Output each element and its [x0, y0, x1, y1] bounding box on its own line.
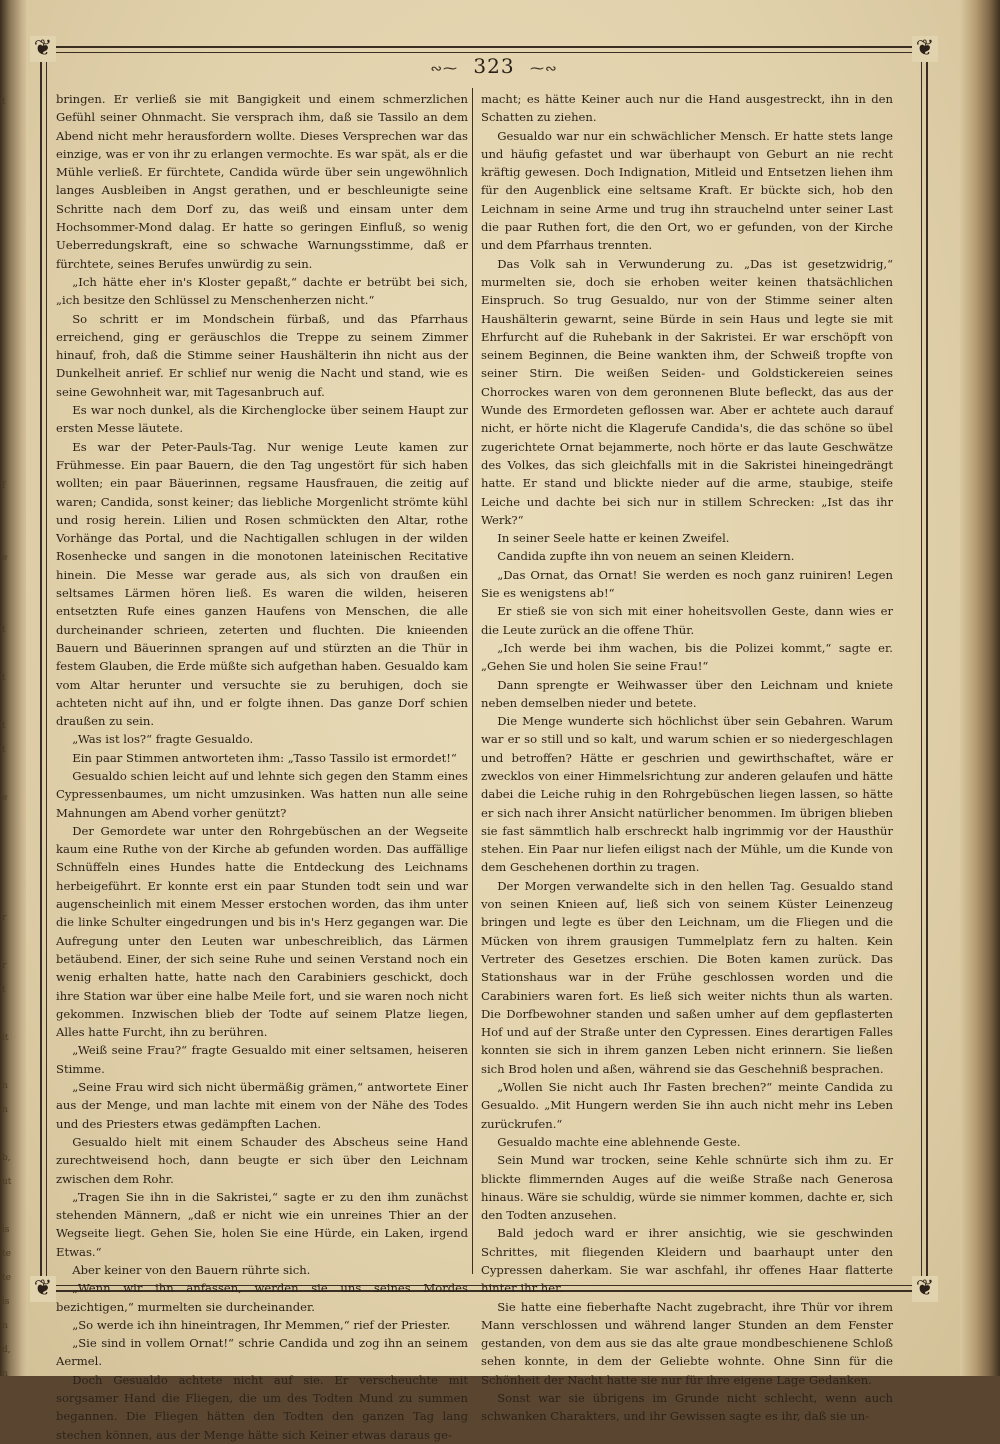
corner-ornament-icon: ❦	[30, 1276, 56, 1302]
paragraph: „Was ist los?“ fragte Gesualdo.	[72, 732, 254, 747]
paragraph: „Wollen Sie nicht auch Ihr Fasten brechen?“ meinte Candida zu Gesualdo. „Mit Hungern werden Sie ihn auch nicht mehr ins Leben zurückrufen.“	[481, 1080, 893, 1131]
paragraph: Ein paar Stimmen antworteten ihm: „Tasso Tassilo ist ermordet!“	[72, 750, 457, 765]
paragraph: Sonst war sie übrigens im Grunde nicht schlecht, wenn auch schwanken Charakters, und ihr Gewissen sagte es ihr, daß sie un-	[481, 1391, 893, 1424]
paragraph: Das Volk sah in Verwunderung zu. „Das ist gesetzwidrig,“ murmelten sie, doch sie erhoben weiter keinen thatsächlichen Einspruch. So trug Gesualdo, nur von der Stimme seiner alten Haushälterin gewarnt, seine Bürde in sein Haus und legte sie mit Ehrfurcht auf die Ruhebank in der Sakristei. Er war erschöpft von seinem Beginnen, die Beine wankten ihm, der Schweiß tropfte von seiner Stirn. Die weißen Seiden- und Goldstickereien seines Chorrockes waren von dem geronnenen Blute befleckt, das aus der Wunde des Ermordeten geflossen war. Aber er achtete auch darauf nicht, er hörte nicht die Klagerufe Candida's, die das schöne so übel zugerichtete Ornat bejammerte, noch hörte er das laute Geschwätze des Volkes, das sich gleichfalls mit in die Sakristei hineingedrängt hatte. Er stand und blickte nieder auf die arme, staubige, steife Leiche und dachte bei sich nur in stillem Schrecken: „Ist das ihr Werk?“	[481, 256, 893, 527]
right-column	[481, 90, 893, 1424]
paragraph: bringen. Er verließ sie mit Bangigkeit und einem schmerzlichen Gefühl seiner Ohnmacht. Sie versprach ihm, daß sie Tassilo an dem Abend nicht mehr herausfordern wollte. Dieses Versprechen war das einzige, was er von ihr zu erlangen vermochte. Es war spät, als er die Mühle verließ. Er fürchtete, Candida würde über sein ungewöhnlich langes Ausbleiben in Angst gerathen, und er beschleunigte seine Schritte nach dem Dorf zu, das weiß und einsam unter dem Hochsommer-Mond dalag. Er hatte so geringen Einfluß, so wenig Ueberredungskraft, eine so schwache Warnungsstimme, daß er fürchtete, seines Berufes unwürdig zu sein.	[56, 92, 468, 271]
paragraph: „Das Ornat, das Ornat! Sie werden es noch ganz ruiniren! Legen Sie es wenigstens ab!“	[481, 567, 893, 601]
corner-ornament-icon: ❦	[912, 1276, 938, 1302]
header-ornament-left-icon: ∾⁓	[430, 61, 459, 77]
paragraph: Gesualdo hielt mit einem Schauder des Abscheus seine Hand zurechtweisend hoch, dann beugte er sich über den Leichnam zwischen dem Rohr.	[56, 1134, 468, 1186]
paragraph: macht; es hätte Keiner auch nur die Hand ausgestreckt, ihn in den Schatten zu ziehen.	[481, 92, 893, 125]
paragraph: Er stieß sie von sich mit einer hoheitsvollen Geste, dann wies er die Leute zurück an die offene Thür.	[481, 604, 893, 637]
paragraph: „Ich werde bei ihm wachen, bis die Polizei kommt,“ sagte er. „Gehen Sie und holen Sie seine Frau!“	[481, 640, 893, 674]
paragraph: Gesualdo schien leicht auf und lehnte sich gegen den Stamm eines Cypressenbaumes, um nicht umzusinken. Was hatten nun alle seine Mahnungen am Abend vorher genützt?	[56, 768, 468, 820]
header-ornament-right-icon: ⁓∾	[529, 61, 558, 77]
paragraph: „Sie sind in vollem Ornat!“ schrie Candida und zog ihn an seinem Aermel.	[56, 1336, 468, 1369]
paragraph: Sie hatte eine fieberhafte Nacht zugebracht, ihre Thür vor ihrem Mann verschlossen und während langer Stunden an dem Fenster gestanden, von dem aus sie das alte graue mondbeschienene Schloß sehen konnte, in dem der Geliebte wohnte. Ohne Sinn für die Schönheit der Nacht hatte sie nur für ihre eigene Lage Gedanken.	[481, 1299, 893, 1387]
paragraph: „Tragen Sie ihn in die Sakristei,“ sagte er zu den ihm zunächst stehenden Männern, „daß er nicht wie ein unreines Thier an der Wegseite liegt. Gehen Sie, holen Sie eine Hürde, ein Laken, irgend Etwas.“	[56, 1189, 468, 1259]
paragraph: „Wenn wir ihn anfassen, werden sie uns seines Mordes bezichtigen,“ murmelten sie durcheinander.	[56, 1281, 468, 1314]
paragraph: Gesualdo machte eine ablehnende Geste.	[497, 1134, 741, 1149]
paragraph: Gesualdo war nur ein schwächlicher Mensch. Er hatte stets lange und häufig gefastet und war überhaupt von Geburt an nie recht kräftig gewesen. Doch Indignation, Mitleid und Entsetzen liehen ihm für den Augenblick eine seltsame Kraft. Er bückte sich, hob den Leichnam in seine Arme und trug ihn strauchelnd unter seiner Last die paar Ruthen fort, die den Ort, wo er gefunden, von der Kirche und dem Pfarrhaus trennten.	[481, 128, 893, 253]
paragraph: „Weiß seine Frau?“ fragte Gesualdo mit einer seltsamen, heiseren Stimme.	[56, 1043, 468, 1076]
paragraph: „Seine Frau wird sich nicht übermäßig grämen,“ antwortete Einer aus der Menge, und man lachte mit einem von der Nähe des Todes und des Priesters etwas gedämpften Lachen.	[56, 1080, 468, 1131]
paragraph: Dann sprengte er Weihwasser über den Leichnam und kniete neben demselben nieder und betete.	[481, 677, 893, 710]
paragraph: Candida zupfte ihn von neuem an seinen Kleidern.	[497, 549, 795, 564]
paragraph: In seiner Seele hatte er keinen Zweifel.	[497, 531, 730, 546]
paragraph: Die Menge wunderte sich höchlichst über sein Gebahren. Warum war er so still und so kalt, und warum schien er so niedergeschlagen und betroffen? Hätte er geschrien und gewirthschaftet, wäre er zwecklos von einer Himmelsrichtung zur anderen gelaufen und hätte dabei die Leiche ruhig in den Rohrgebüschen liegen lassen, so hätte er sich nach ihrer Ansicht natürlicher benommen. Im übrigen blieben sie fast sämmtlich halb erschreckt halb ingrimmig vor der Hausthür stehen. Ein Paar nur liefen eiligst nach der Mühle, um die Kunde von dem Geschehenen dorthin zu tragen.	[481, 714, 893, 875]
corner-ornament-icon: ❦	[912, 36, 938, 62]
paragraph: Doch Gesualdo achtete nicht auf sie. Er verscheuchte mit sorgsamer Hand die Fliegen, die um des Todten Mund zu summen begannen. Die Fliegen hätten den Todten den ganzen Tag lang stechen können, aus der Menge hätte sich Keiner etwas daraus ge-	[56, 1372, 468, 1442]
left-column	[56, 90, 468, 1442]
paragraph: Bald jedoch ward er ihrer ansichtig, wie sie geschwinden Schrittes, mit fliegenden Kleidern und baarhaupt unter den Cypressen daherkam. Sie war aschfahl, ihr offenes Haar flatterte hinter ihr her.	[481, 1226, 893, 1296]
page-number: 323	[473, 54, 515, 78]
book-gutter	[0, 0, 28, 1379]
column-divider	[472, 88, 473, 1274]
paragraph: Es war noch dunkel, als die Kirchenglocke über seinem Haupt zur ersten Messe läutete.	[56, 403, 468, 436]
paragraph: Es war der Peter-Pauls-Tag. Nur wenige Leute kamen zur Frühmesse. Ein paar Bauern, die den Tag ungestört für sich haben wollten; ein paar Bäuerinnen, regsame Hausfrauen, die zeitig auf waren; Candida, sonst keiner; das liebliche Morgenlicht strömte kühl und rosig herein. Lilien und Rosen schmückten den Altar, rothe Vorhänge das Portal, und die Nachtigallen schlugen in der wilden Rosenhecke und sangen in die monotonen lateinischen Recitative hinein. Die Messe war gerade aus, als sich von draußen ein seltsames Lärmen hören ließ. Es waren die wilden, heiseren entsetzten Rufe eines ganzen Haufens von Menschen, die alle durcheinander schrieen, zeterten und fluchten. Die knieenden Bauern und Bäuerinnen sprangen auf und stürzten an die Thür in festem Glauben, die Erde müßte sich aufgethan haben. Gesualdo kam vom Altar herunter und versuchte sie zu beruhigen, doch sie achteten nicht auf ihn, und er folgte ihnen. Das ganze Dorf schien draußen zu sein.	[56, 439, 468, 729]
paragraph: „Ich hätte eher in's Kloster gepaßt,“ dachte er betrübt bei sich, „ich besitze den Schlüssel zu Menschenherzen nicht.“	[56, 274, 468, 308]
gutter-text-fragments: t f e t t t t e r r t it n n b, ut is te te is n d, n	[2, 97, 12, 1379]
paragraph: Sein Mund war trocken, seine Kehle schnürte sich ihm zu. Er blickte flimmernden Auges auf die weiße Straße nach Generosa hinaus. Wäre sie schuldig, würde sie nimmer kommen, dachte er, sich den Todten anzusehen.	[481, 1153, 893, 1223]
corner-ornament-icon: ❦	[30, 36, 56, 62]
paragraph: Aber keiner von den Bauern rührte sich.	[72, 1263, 311, 1277]
page-header	[26, 54, 962, 78]
paragraph: Der Gemordete war unter den Rohrgebüschen an der Wegseite kaum eine Ruthe von der Kirche ab gefunden worden. Das auffällige Schnüffeln eines Hundes hatte die Entdeckung des Leichnams herbeigeführt. Er konnte erst ein paar Stunden todt sein und war augenscheinlich mit einem Messer erstochen worden, das ihm unter die linke Schulter eingedrungen und bis in's Herz gegangen war. Die Aufregung unter den Leuten war unbeschreiblich, das Lärmen betäubend. Einer, der sich seine Ruhe und seinen Verstand noch ein wenig erhalten hatte, hatte nach den Carabiniers geschickt, doch ihre Station war über eine halbe Meile fort, und sie waren noch nicht gekommen. Inzwischen blieb der Todte auf seinem Platze liegen, Alles hatte Furcht, ihn zu berühren.	[56, 823, 468, 1040]
page-edge-shadow	[960, 0, 1000, 1376]
paragraph: Der Morgen verwandelte sich in den hellen Tag. Gesualdo stand von seinen Knieen auf, ließ sich von seinem Küster Leinenzeug bringen und legte es über den Leichnam, um die Fliegen und die Mücken von ihrem grausigen Tummelplatz fern zu halten. Kein Vertreter des Gesetzes erschien. Die Boten kamen zurück. Das Stationshaus war in der Frühe geschlossen worden und die Carabiniers waren fort. Es ließ sich weiter nichts thun als warten. Die Dorfbewohner standen und saßen umher auf dem gepflasterten Hof und auf der Straße unter den Cypressen. Eines derartigen Falles konnten sie sich in ihrem ganzen Leben nicht erinnern. Sie ließen sich Brod holen und aßen, während sie das Geschehniß besprachen.	[481, 878, 893, 1076]
paragraph: So schritt er im Mondschein fürbaß, und das Pfarrhaus erreichend, ging er geräuschlos die Treppe zu seinem Zimmer hinauf, froh, daß die Stimme seiner Haushälterin ihn nicht aus der Dunkelheit anrief. Er schlief nur wenig die Nacht und stand, wie es seine Gewohnheit war, mit Tagesanbruch auf.	[56, 311, 468, 399]
paragraph: „So werde ich ihn hineintragen, Ihr Memmen,“ rief der Priester.	[72, 1317, 451, 1332]
